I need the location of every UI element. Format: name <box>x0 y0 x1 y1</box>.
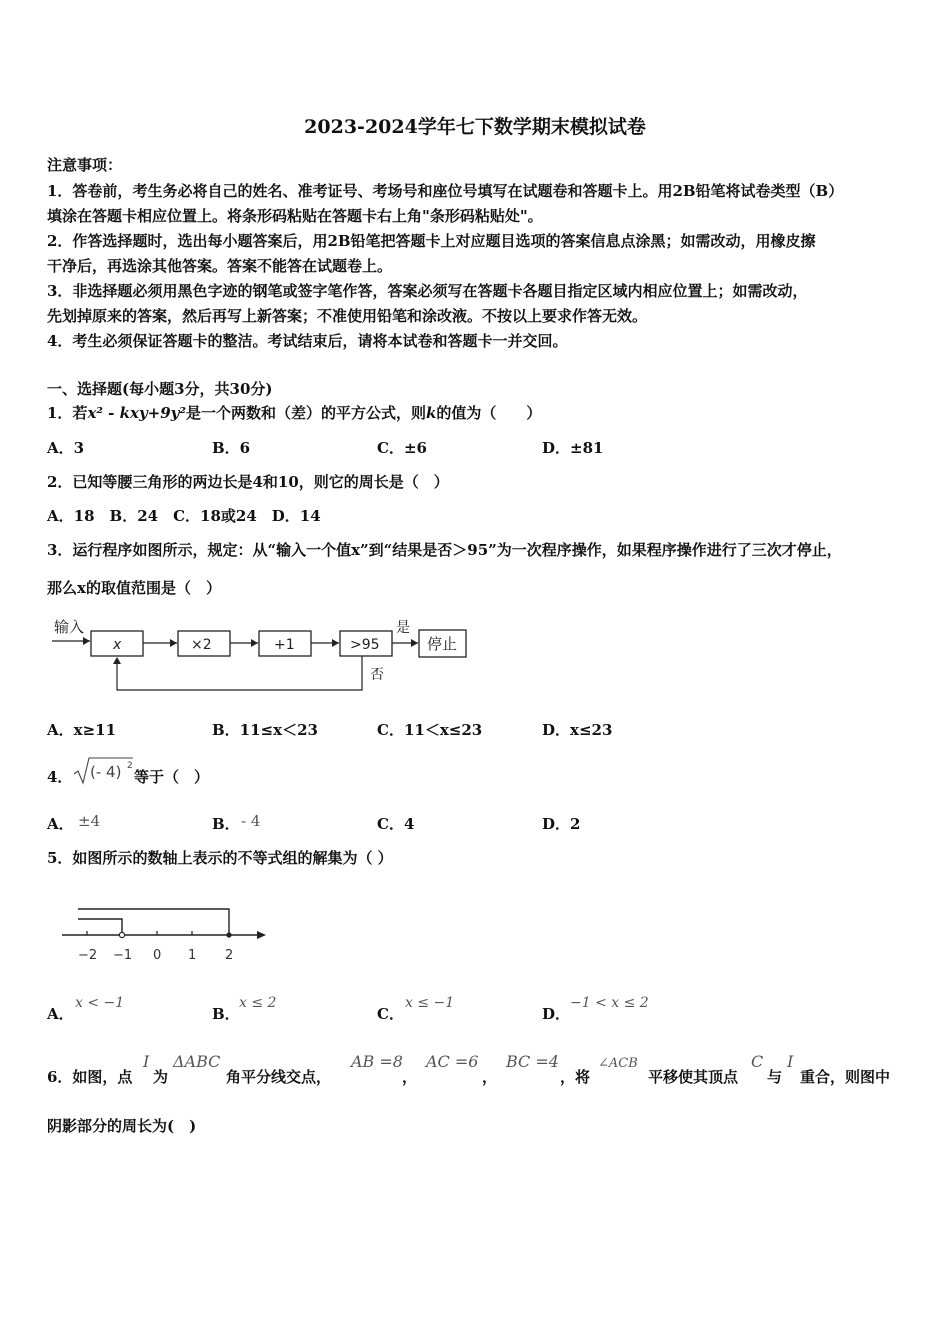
option-d: D．x≤23 <box>542 721 613 739</box>
notice-line: 3．非选择题必须用黑色字迹的钢笔或签字笔作答，答案必须写在答题卡各题目指定区域内相应位置上；如需改动， <box>47 282 808 300</box>
option-b: B． <box>212 1005 240 1023</box>
flow-no-label: 否 <box>370 667 384 683</box>
q1-suffix: 是一个两数和（差）的平方公式，则 <box>185 404 426 422</box>
flowchart-diagram <box>50 612 470 698</box>
option-c: C．11＜x≤23 <box>377 721 483 739</box>
q6-text: ，将 <box>560 1068 591 1086</box>
q6-triangle: ΔABC <box>173 1052 221 1071</box>
flow-box-gt95-label: >95 <box>350 637 380 653</box>
flow-box-plus1-label: +1 <box>274 637 295 653</box>
section-heading: 一、选择题(每小题3分，共30分) <box>47 380 273 398</box>
option-a: A． <box>47 815 74 833</box>
sqrt-expression <box>73 754 135 786</box>
q5-option-d-math: −1 < x ≤ 2 <box>570 995 649 1011</box>
axis-label: −2 <box>78 948 98 963</box>
axis-label: 1 <box>188 948 197 963</box>
q6-text: ， <box>402 1068 418 1086</box>
q5-option-a-math: x < −1 <box>75 995 125 1011</box>
question-1 <box>47 402 541 423</box>
q6-angle: ∠ACB <box>598 1056 638 1071</box>
axis-label: 2 <box>225 948 234 963</box>
option-c: C． <box>377 1005 404 1023</box>
q6-ab: AB =8 <box>351 1052 403 1071</box>
number-line-diagram <box>58 902 270 970</box>
q1-prefix: 1．若 <box>47 404 88 422</box>
option-a: A．3 <box>47 439 85 457</box>
q6-bc: BC =4 <box>506 1052 559 1071</box>
flow-stop-label: 停止 <box>427 635 458 653</box>
option-b: B．11≤x＜23 <box>212 721 318 739</box>
question-2: 2．已知等腰三角形的两边长是4和10，则它的周长是（ ） <box>47 473 449 491</box>
option-b: B．6 <box>212 439 251 457</box>
flow-input-label: 输入 <box>54 618 85 636</box>
q5-option-b-math: x ≤ 2 <box>239 995 277 1011</box>
option-d: D．±81 <box>542 439 604 457</box>
question-3-line1: 3．运行程序如图所示，规定：从“输入一个值x”到“结果是否＞95”为一次程序操作，如果程序操作进行了三次才停止， <box>47 541 842 559</box>
q6-ac: AC =6 <box>426 1052 479 1071</box>
q6-text: 6．如图，点 <box>47 1068 133 1086</box>
sqrt-exponent: 2 <box>127 761 133 771</box>
flow-yes-label: 是 <box>396 620 410 636</box>
q1-k: k <box>425 404 437 422</box>
q4-prefix: 4． <box>47 768 73 786</box>
q4-option-b-math: - 4 <box>241 812 261 830</box>
q6-text: 平移使其顶点 <box>648 1068 739 1086</box>
q6-text: 与 <box>767 1068 783 1086</box>
notice-line: 先划掉原来的答案，然后再写上新答案；不准使用铅笔和涂改液。不按以上要求作答无效。 <box>47 307 648 325</box>
option-a: A．x≥11 <box>47 721 117 739</box>
sqrt-radicand: (- 4) <box>90 763 122 781</box>
q1-expression: x² - kxy+9y² <box>87 404 186 422</box>
option-d: D．2 <box>542 815 581 833</box>
q6-line2: 阴影部分的周长为( ) <box>47 1117 197 1135</box>
flow-box-x-label: x <box>113 637 122 653</box>
q5-option-c-math: x ≤ −1 <box>405 995 455 1011</box>
option-a: A． <box>47 1005 74 1023</box>
notice-line: 4．考生必须保证答题卡的整洁。考试结束后，请将本试卷和答题卡一并交回。 <box>47 332 568 350</box>
option-d: D． <box>542 1005 571 1023</box>
notice-line: 填涂在答题卡相应位置上。将条形码粘贴在答题卡右上角"条形码粘贴处"。 <box>47 207 543 225</box>
notice-line: 干净后，再选涂其他答案。答案不能答在试题卷上。 <box>47 257 393 275</box>
q6-point-i: I <box>787 1052 794 1071</box>
notice-line: 1．答卷前，考生务必将自己的姓名、准考证号、考场号和座位号填写在试题卷和答题卡上。用2B铅笔将试卷类型（B） <box>47 182 844 200</box>
q1-end: 的值为（ ） <box>436 404 542 422</box>
axis-label: −1 <box>113 948 133 963</box>
notice-heading: 注意事项： <box>47 156 123 174</box>
q6-point-i: I <box>143 1052 150 1071</box>
question-3-line2: 那么x的取值范围是（ ） <box>47 579 221 597</box>
q6-text: 重合，则图中 <box>800 1068 891 1086</box>
page-title: 2023-2024学年七下数学期末模拟试卷 <box>304 116 646 138</box>
q6-text: 角平分线交点， <box>226 1068 332 1086</box>
option-c: C．4 <box>377 815 415 833</box>
q6-text: ， <box>482 1068 498 1086</box>
question-5: 5．如图所示的数轴上表示的不等式组的解集为（ ） <box>47 849 393 867</box>
q2-options: A．18 B．24 C．18或24 D．14 <box>47 507 321 525</box>
axis-label: 0 <box>153 948 162 963</box>
option-b: B． <box>212 815 240 833</box>
option-c: C．±6 <box>377 439 427 457</box>
q6-point-c: C <box>751 1052 764 1071</box>
q4-option-a-math: ±4 <box>78 812 101 830</box>
q4-suffix: 等于（ ） <box>134 768 210 786</box>
notice-line: 2．作答选择题时，选出每小题答案后，用2B铅笔把答题卡上对应题目选项的答案信息点涂黑；如需改动，用橡皮擦 <box>47 232 816 250</box>
q6-text: 为 <box>153 1068 169 1086</box>
flow-box-times2-label: ×2 <box>191 637 212 653</box>
